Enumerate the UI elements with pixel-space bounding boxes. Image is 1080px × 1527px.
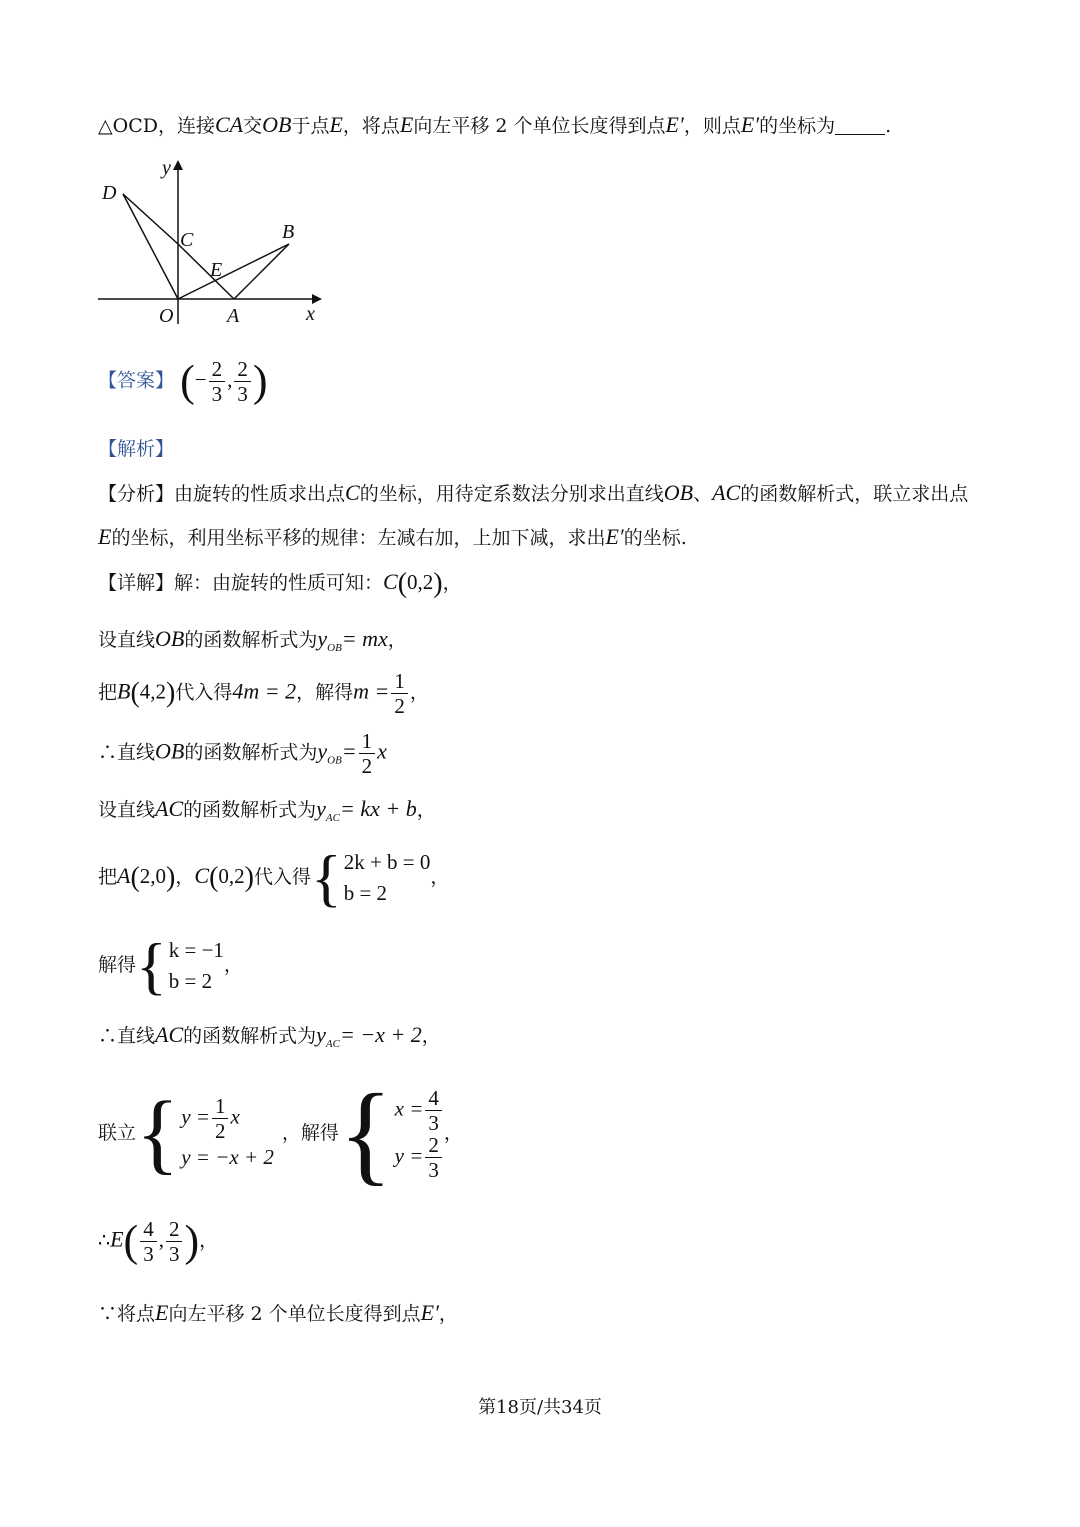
- text: 、: [693, 483, 713, 505]
- numerator: 2: [166, 1218, 183, 1242]
- coordinates: 0,2: [218, 864, 245, 888]
- label-d: D: [102, 182, 117, 204]
- math: OB: [155, 738, 185, 764]
- brace: {: [136, 1084, 180, 1183]
- math: B: [117, 678, 131, 704]
- text: 代入得: [253, 866, 311, 888]
- text: ，解得: [296, 681, 354, 704]
- fraction: [391, 670, 408, 717]
- text: ，: [421, 1025, 441, 1047]
- label-y: y: [162, 157, 171, 179]
- label-x: x: [306, 303, 315, 325]
- text: 的函数解析式为: [183, 799, 317, 821]
- text: 的函数解析式为: [184, 741, 318, 764]
- label-a: A: [227, 305, 240, 327]
- text: 解：由旋转的性质可知：: [174, 572, 384, 594]
- analysis-tag: 【解析】: [98, 438, 175, 460]
- text: ∴: [98, 1229, 111, 1252]
- paren-left: (: [397, 568, 408, 599]
- text: 向左平移 2 个单位长度得到点: [413, 115, 666, 137]
- equation: b = 2: [168, 969, 213, 993]
- fraction: [140, 1218, 157, 1265]
- text: ∴直线: [98, 741, 156, 764]
- math: x =: [394, 1096, 424, 1121]
- math: = mx: [341, 626, 388, 651]
- problem-continuation: [98, 114, 891, 136]
- denominator: 2: [361, 754, 373, 779]
- coordinates: 0,2: [407, 570, 434, 594]
- text: ∵将点: [98, 1303, 156, 1325]
- fenxi-tag: 【分析】: [98, 483, 175, 505]
- text: ，: [416, 799, 436, 821]
- step-ac-result: [98, 1024, 441, 1050]
- math: y: [316, 796, 326, 821]
- math: CA: [214, 112, 244, 137]
- denominator: 3: [211, 382, 223, 407]
- equation: k = −1: [168, 937, 224, 962]
- segment-ab: [234, 244, 289, 299]
- brace: {: [136, 930, 167, 1001]
- subscript: AC: [325, 812, 340, 824]
- equation-rows: [181, 1095, 274, 1174]
- paren-left: (: [180, 356, 195, 406]
- text: 的坐标，利用坐标平移的规律：左减右加，上加下减，求出: [111, 527, 606, 549]
- text: ，: [175, 866, 195, 888]
- math: C: [383, 569, 398, 594]
- text: ，将点: [342, 115, 400, 137]
- answer-blank: [835, 134, 885, 135]
- fraction: [359, 730, 376, 777]
- fenxi-line-2: [98, 526, 687, 548]
- text: ，: [430, 866, 450, 888]
- paren-right: ): [166, 677, 176, 709]
- math: E′: [665, 112, 684, 137]
- label-e: E: [210, 259, 223, 281]
- equation-rows: [344, 847, 431, 910]
- numerator: 4: [140, 1218, 157, 1242]
- math: E′: [605, 524, 624, 549]
- text: 代入得: [175, 681, 233, 704]
- fraction: [166, 1218, 183, 1265]
- step-translate: [98, 1302, 458, 1324]
- text: 设直线: [98, 799, 156, 821]
- math: = −x + 2: [339, 1022, 422, 1047]
- math: y =: [181, 1104, 210, 1129]
- text: 的函数解析式为: [184, 629, 318, 651]
- numerator: 2: [234, 358, 251, 382]
- subscript: OB: [327, 642, 342, 654]
- page-footer: 第18页/共34页: [478, 1397, 602, 1418]
- text: ，: [199, 1229, 219, 1252]
- text: 的坐标.: [623, 527, 687, 549]
- paren-left: (: [123, 1216, 139, 1266]
- step-ac-setup: [98, 798, 436, 824]
- math: C: [194, 863, 210, 888]
- detail-tag: 【详解】: [98, 572, 175, 594]
- text: 把: [98, 866, 118, 888]
- math: E: [110, 1226, 124, 1252]
- denominator: 3: [237, 382, 248, 407]
- math: E′: [420, 1300, 439, 1325]
- text: 解得: [98, 954, 137, 976]
- text: 交: [243, 115, 263, 137]
- text: 由旋转的性质求出点: [174, 483, 346, 505]
- math: E: [329, 112, 343, 137]
- answer-tag: 【答案】: [98, 369, 175, 392]
- denominator: 3: [428, 1158, 439, 1183]
- denominator: 3: [428, 1110, 439, 1135]
- math: AC: [155, 1022, 184, 1047]
- text: ∴直线: [98, 1025, 156, 1047]
- text: ，: [442, 572, 462, 594]
- step-ob-substitute: [98, 670, 429, 717]
- fraction: [425, 1087, 442, 1134]
- paren-right: ): [244, 862, 254, 893]
- equation: y = −x + 2: [181, 1144, 274, 1169]
- math: E: [155, 1300, 169, 1325]
- paren-left: (: [209, 862, 219, 893]
- minus-sign: −: [194, 367, 207, 392]
- brace: {: [311, 842, 342, 913]
- text: ，则点: [683, 115, 741, 137]
- math: y =: [394, 1143, 424, 1168]
- step-simultaneous: [98, 1072, 463, 1196]
- text: 把: [98, 681, 118, 704]
- text: ，解得: [281, 1122, 339, 1144]
- text: 的坐标，用待定系数法分别求出直线: [359, 483, 664, 505]
- numerator: 2: [425, 1134, 442, 1158]
- math: AC: [155, 796, 184, 821]
- math: OB: [262, 112, 292, 137]
- paren-left: (: [130, 862, 140, 893]
- comma: ,: [227, 367, 233, 392]
- text: .: [885, 115, 892, 137]
- paren-right: ): [166, 862, 176, 893]
- math: x: [377, 738, 387, 764]
- denominator: 3: [168, 1242, 180, 1267]
- fraction: [425, 1134, 442, 1181]
- equation: [395, 1134, 444, 1181]
- label-b: B: [282, 221, 295, 243]
- segment-od: [123, 194, 178, 299]
- equation: [395, 1087, 444, 1134]
- step-e-coordinates: [98, 1218, 218, 1265]
- label-c: C: [180, 229, 194, 251]
- paren-left: (: [130, 677, 140, 709]
- subscript: AC: [325, 1038, 340, 1050]
- equation-rows: [395, 1087, 444, 1181]
- math: y: [316, 1022, 326, 1047]
- text: 的函数解析式，联立求出点: [740, 483, 969, 505]
- equation-system: [136, 930, 224, 1001]
- coordinates: 2,0: [139, 864, 167, 888]
- math: E′: [740, 112, 760, 137]
- math: x: [230, 1104, 240, 1129]
- math: A: [117, 863, 131, 888]
- math: AC: [712, 480, 741, 505]
- text: 向左平移 2 个单位长度得到点: [168, 1303, 421, 1325]
- denominator: 3: [143, 1242, 154, 1267]
- detail-line: [98, 570, 462, 598]
- paren-right: ): [184, 1216, 200, 1266]
- text: ，: [409, 681, 429, 704]
- equation: b = 2: [343, 881, 388, 905]
- paren-right: ): [433, 568, 443, 599]
- coordinates: 4,2: [139, 679, 167, 704]
- segment-ob: [178, 244, 289, 299]
- denominator: 2: [214, 1118, 226, 1143]
- denominator: 2: [394, 694, 405, 719]
- paren-right: ): [252, 356, 268, 406]
- text: ，: [443, 1122, 463, 1144]
- text: ，: [438, 1303, 458, 1325]
- equation-system: [311, 842, 431, 913]
- segment-dc: [123, 194, 178, 244]
- equation-rows: [169, 935, 224, 998]
- equation-system: [338, 1072, 444, 1196]
- math: OB: [663, 480, 694, 505]
- step-ac-solve: [98, 930, 243, 1001]
- math: y: [317, 738, 328, 764]
- math: E: [98, 524, 112, 549]
- math: m =: [353, 678, 390, 704]
- comma: ,: [158, 1227, 164, 1252]
- text: 设直线: [98, 629, 156, 651]
- numerator: 1: [359, 730, 376, 754]
- subscript: OB: [327, 754, 342, 767]
- fenxi-line-1: [98, 482, 968, 504]
- math: y: [317, 626, 328, 651]
- step-ob-result: [98, 730, 387, 777]
- fraction: [209, 358, 226, 405]
- math: = kx + b: [339, 796, 417, 821]
- brace: {: [338, 1072, 393, 1196]
- math: OB: [155, 626, 185, 651]
- math: E: [399, 112, 414, 137]
- fraction: [212, 1095, 229, 1142]
- math: 4m = 2: [232, 678, 297, 704]
- equation-system: [136, 1084, 274, 1183]
- text: ，: [223, 954, 243, 976]
- numerator: 2: [209, 358, 226, 382]
- geometry-figure: [92, 152, 332, 332]
- text: 的函数解析式为: [183, 1025, 317, 1047]
- text: 于点: [291, 115, 330, 137]
- equation: [181, 1095, 274, 1142]
- label-o: O: [159, 305, 174, 327]
- text: 的坐标为: [759, 115, 836, 137]
- math: =: [341, 738, 357, 764]
- numerator: 1: [212, 1095, 229, 1119]
- math: C: [345, 480, 360, 505]
- fraction: [234, 358, 251, 405]
- answer-line: [98, 358, 267, 405]
- numerator: 4: [425, 1087, 442, 1111]
- text: ，: [387, 629, 407, 651]
- text: 联立: [98, 1122, 137, 1144]
- numerator: 1: [391, 670, 408, 694]
- step-ob-setup: [98, 628, 407, 654]
- text: △OCD，连接: [98, 115, 215, 137]
- equation: 2k + b = 0: [343, 849, 431, 874]
- step-ac-substitute: [98, 842, 450, 913]
- segment-ca: [178, 244, 234, 299]
